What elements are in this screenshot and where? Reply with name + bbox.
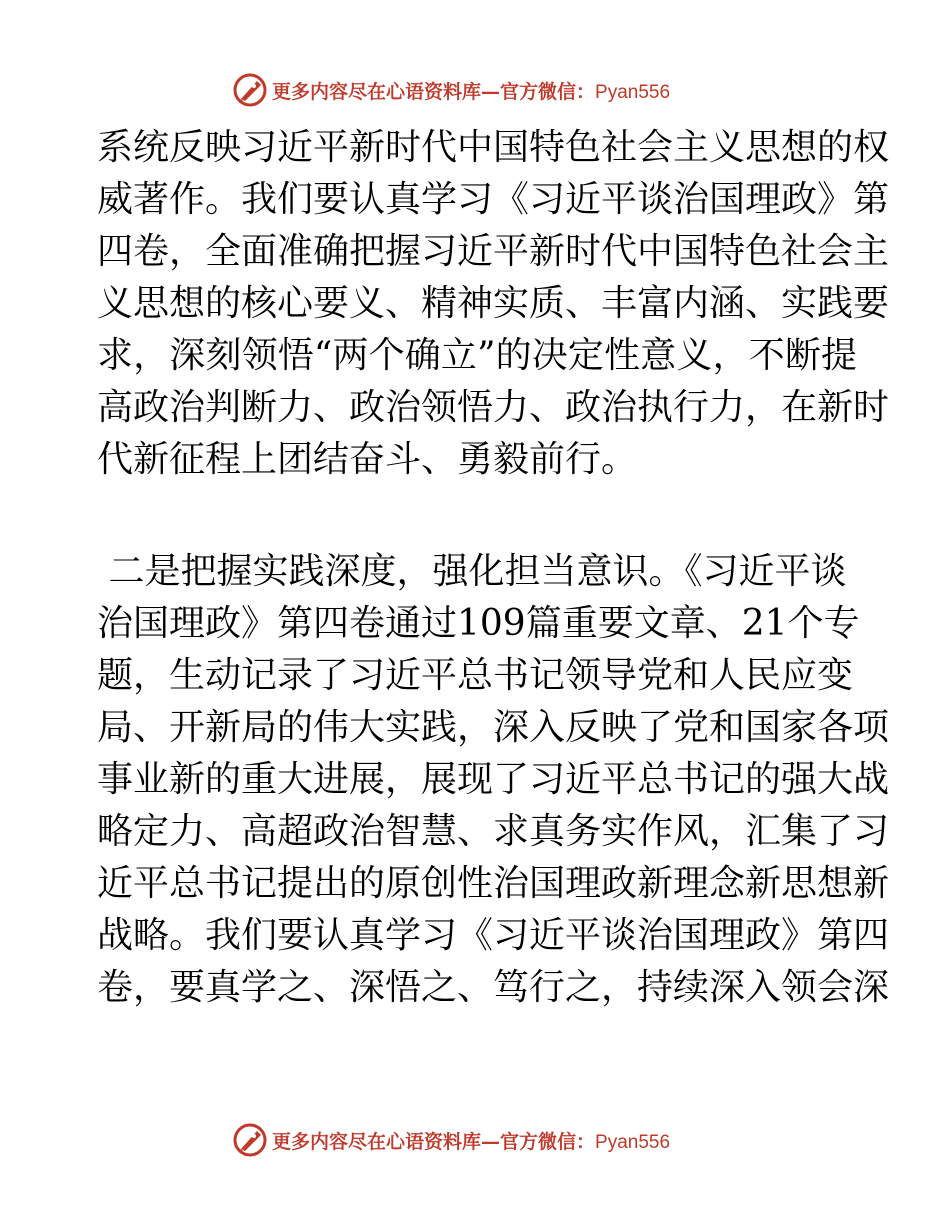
text-line: 系统反映习近平新时代中国特色社会主义思想的权: [97, 127, 890, 168]
text-line: 战略。我们要认真学习《习近平谈治国理政》第四: [97, 915, 890, 956]
pen-nib-logo-icon: [232, 72, 268, 108]
text-line: 求，深刻领悟“两个确立”的决定性意义，不断提: [97, 335, 857, 376]
text-line: 威著作。我们要认真学习《习近平谈治国理政》第: [97, 179, 890, 220]
text-line: 局、开新局的伟大实践，深入反映了党和国家各项: [97, 707, 890, 748]
footer-watermark: [232, 1120, 670, 1160]
paragraph-1: [97, 122, 890, 486]
text-line: 题，生动记录了习近平总书记领导党和人民应变: [97, 655, 854, 696]
text-line: 近平总书记提出的原创性治国理政新理念新思想新: [97, 863, 890, 904]
paragraph-2: [97, 546, 890, 1014]
text-line: 高政治判断力、政治领悟力、政治执行力，在新时: [97, 387, 890, 428]
text-line: 治国理政》第四卷通过109篇重要文章、21个专: [97, 603, 860, 644]
text-line: 四卷，全面准确把握习近平新时代中国特色社会主: [97, 231, 890, 272]
text-line: 义思想的核心要义、精神实质、丰富内涵、实践要: [97, 283, 890, 324]
text-line: 略定力、高超政治智慧、求真务实作风，汇集了习: [97, 811, 890, 852]
header-watermark: [232, 70, 670, 110]
pen-nib-logo-icon: [232, 1122, 268, 1158]
text-line: 事业新的重大进展，展现了习近平总书记的强大战: [97, 759, 890, 800]
text-line: 二是把握实践深度，强化担当意识。《习近平谈: [97, 551, 847, 592]
text-line: 代新征程上团结奋斗、勇毅前行。: [97, 439, 638, 480]
watermark-text: 更多内容尽在心语资料库—官方微信：Pyan556: [272, 80, 671, 103]
watermark-text: 更多内容尽在心语资料库—官方微信：Pyan556: [272, 1130, 671, 1153]
text-line: 卷，要真学之、深悟之、笃行之，持续深入领会深: [97, 967, 890, 1008]
